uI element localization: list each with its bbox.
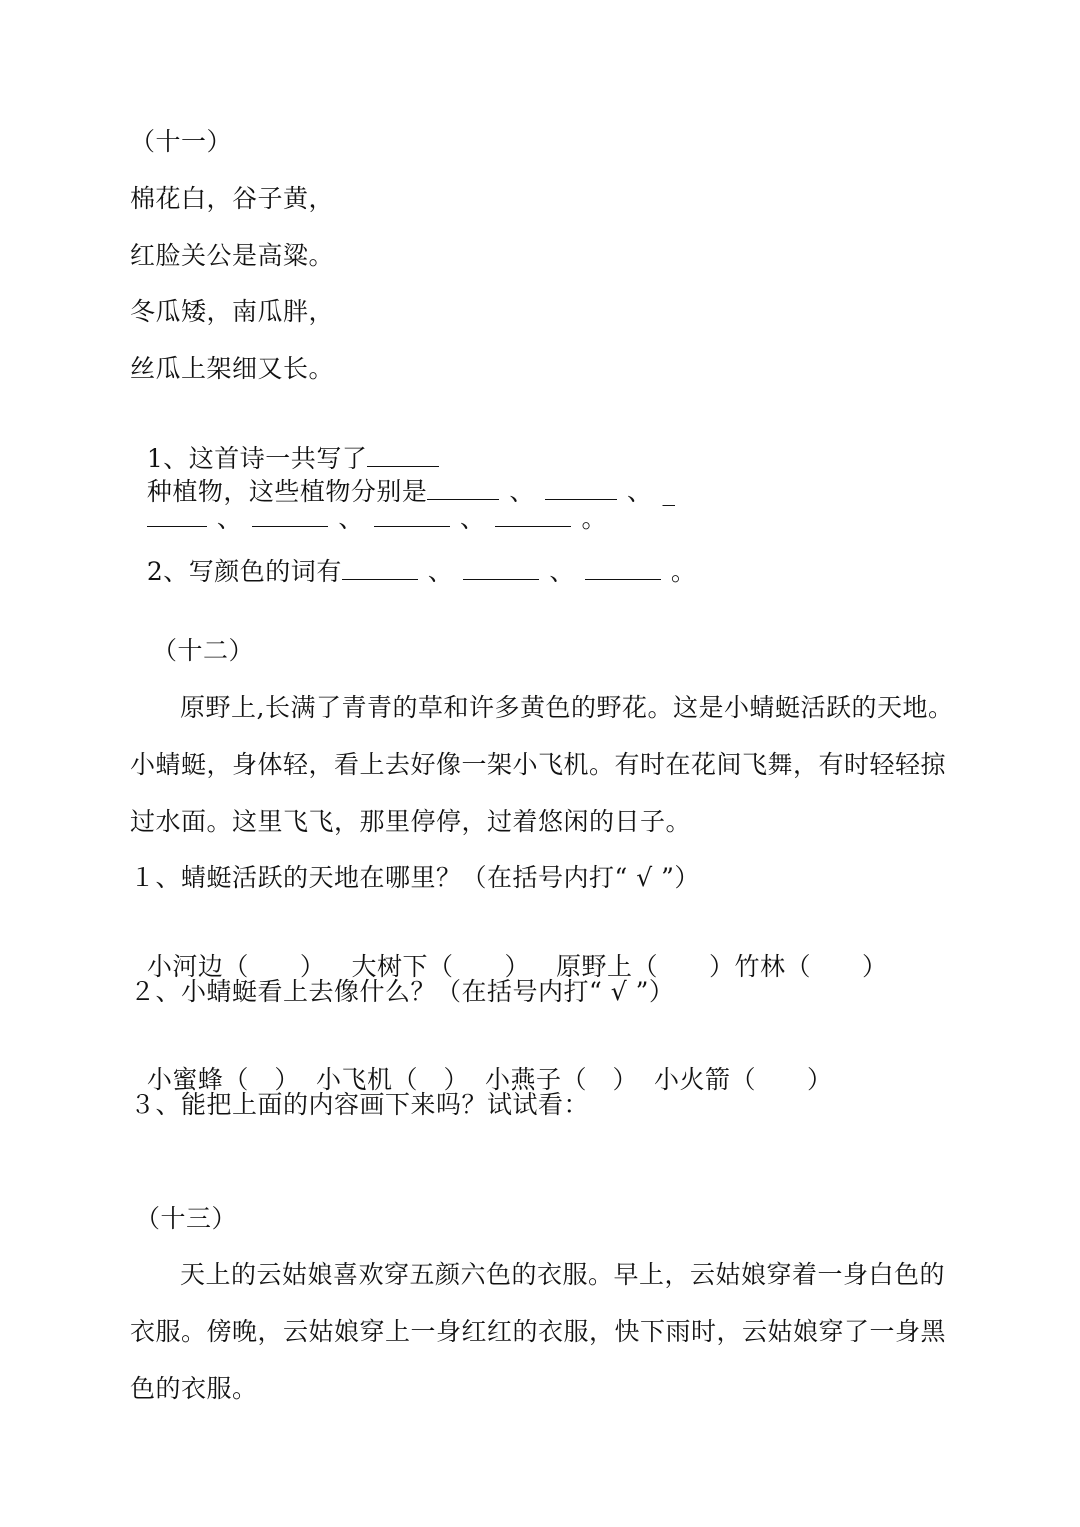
trailing-blank: _ [662, 477, 676, 506]
s11-q1-middle: 种植物，这些植物分别是 [146, 477, 428, 506]
separator: 、 [626, 477, 653, 506]
s11-q2-prefix: 2、写颜色的词有 [146, 557, 342, 586]
option-label: 原野上 [555, 952, 633, 981]
section-12-heading: （十二） [152, 636, 255, 665]
s12-q1-options [130, 919, 888, 983]
option-label: 小河边 [146, 952, 224, 981]
passage-13-line-2: 衣服。傍晚，云姑娘穿上一身红红的衣服，快下雨时，云姑娘穿了一身黑 [130, 1317, 947, 1346]
option-label: 小飞机 [315, 1065, 393, 1094]
passage-12-line-2: 小蜻蜓，身体轻，看上去好像一架小飞机。有时在花间飞舞，有时轻轻掠 [130, 750, 947, 779]
poem-line-3: 冬瓜矮，南瓜胖， [130, 297, 335, 326]
answer-blank[interactable] [585, 555, 661, 580]
separator: 、 [509, 477, 535, 506]
answer-parentheses[interactable]: （ ） [223, 1065, 300, 1094]
passage-13-line-1: 天上的云姑娘喜欢穿五颜六色的衣服。早上，云姑娘穿着一身白色的 [180, 1260, 946, 1289]
option-label: 小火箭 [654, 1065, 731, 1094]
poem-line-4: 丝瓜上架细又长。 [130, 354, 335, 383]
passage-12-line-3: 过水面。这里飞飞，那里停停，过着悠闲的日子。 [130, 807, 692, 836]
section-13-heading: （十三） [135, 1204, 238, 1233]
answer-parentheses[interactable]: （ ） [392, 1065, 469, 1094]
separator: 、 [338, 504, 364, 533]
answer-blank[interactable] [367, 442, 439, 467]
separator: 、 [549, 557, 575, 586]
s12-q2-options [130, 1032, 833, 1096]
answer-blank[interactable] [463, 555, 539, 580]
passage-13-line-3: 色的衣服。 [130, 1374, 258, 1403]
separator: 、 [459, 504, 486, 533]
answer-parentheses[interactable]: （ ） [785, 952, 888, 981]
answer-parentheses[interactable]: （ ） [632, 952, 735, 981]
answer-parentheses[interactable]: （ ） [561, 1065, 638, 1094]
s11-question-2 [130, 523, 706, 588]
option-label: 大树下 [351, 952, 428, 981]
option-label: 小燕子 [484, 1065, 562, 1094]
separator: 、 [216, 504, 243, 533]
poem-line-1: 棉花白，谷子黄， [130, 184, 335, 213]
separator: 、 [427, 557, 454, 586]
s12-question-2: ２、小蜻蜓看上去像什么？（在括号内打“ √ ”） [130, 977, 675, 1006]
answer-parentheses[interactable]: （ ） [427, 952, 530, 981]
answer-blank[interactable] [342, 555, 418, 580]
s12-question-1: １、蜻蜓活跃的天地在哪里？（在括号内打“ √ ”） [130, 863, 700, 892]
option-label: 小蜜蜂 [146, 1065, 224, 1094]
s11-q1-prefix: 1、这首诗一共写了 [146, 444, 368, 473]
answer-parentheses[interactable]: （ ） [223, 952, 326, 981]
s12-question-3: ３、能把上面的内容画下来吗？试试看： [130, 1090, 590, 1119]
answer-parentheses[interactable]: （ ） [730, 1065, 833, 1094]
poem-line-2: 红脸关公是高粱。 [130, 241, 335, 270]
option-label: 竹林 [734, 952, 786, 981]
section-11-heading: （十一） [130, 127, 233, 156]
passage-12-line-1: 原野上,长满了青青的草和许多黄色的野花。这是小蜻蜓活跃的天地。 [180, 693, 954, 722]
period: 。 [581, 504, 607, 533]
period: 。 [670, 557, 697, 586]
